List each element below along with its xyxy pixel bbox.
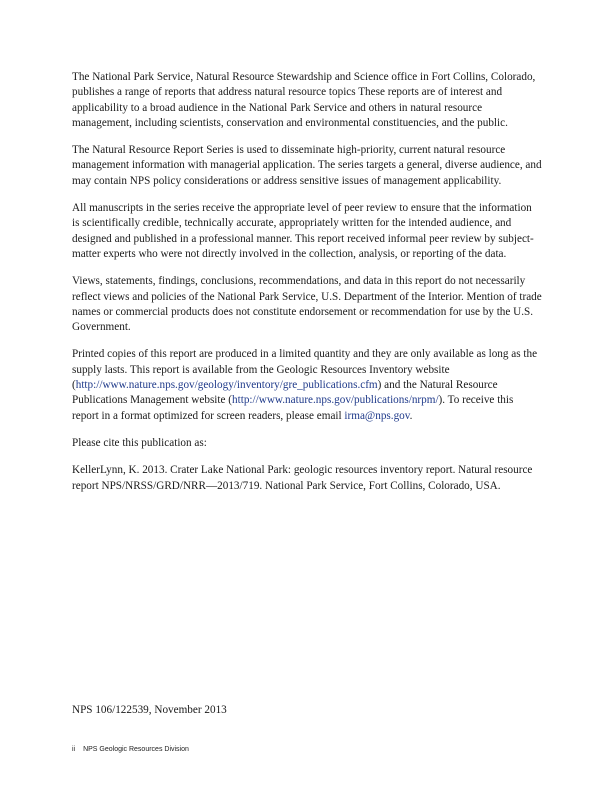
availability-text-1: Printed copies of this report are produced in a limited quantity and they are only available as long as the supply lasts. This report is available from the Geologic Resources Inventory website ( [72,348,538,392]
series-paragraph: The Natural Resource Report Series is used to disseminate high-priority, current natural resource management information with managerial application. The series targets a general, diverse audience, and may contain NPS policy considerations or address sensitive issues of management applicability. [72,144,542,187]
email-link[interactable]: irma@nps.gov [344,409,410,422]
availability-paragraph [72,347,542,423]
disclaimer-paragraph: Views, statements, findings, conclusions, recommendations, and data in this report do not necessarily reflect views and policies of the National Park Service, U.S. Department of the Interior. Mention of trade names or commercial products does not constitute endorsement or recommendation for use by the U.S. Government. [72,275,542,334]
publication-number: NPS 106/122539, November 2013 [72,704,227,716]
availability-text-2: ) and the Natural Resource Publications Management website ( [72,379,498,407]
availability-text-3: ). To receive this report in a format optimized for screen readers, please email [72,394,514,422]
report-front-matter [72,70,542,506]
citation-text: KellerLynn, K. 2013. Crater Lake National Park: geologic resources inventory report. Natural resource report NPS/NRSS/GRD/NRR—2013/719. National Park Service, Fort Collins, Colorado, USA. [72,464,533,492]
page-footer [72,745,189,755]
gri-website-link[interactable]: http://www.nature.nps.gov/geology/inventory/gre_publications.cfm [75,379,378,392]
page-number: ii [72,746,76,753]
nrpm-website-link[interactable]: http://www.nature.nps.gov/publications/nrpm/ [232,394,439,407]
availability-text-4: . [409,409,413,422]
peer-review-paragraph: All manuscripts in the series receive the appropriate level of peer review to ensure that the information is scientifically credible, technically accurate, appropriately written for the intended audience, and designed and published in a professional manner. This report received informal peer review by subject-matter experts who were not directly involved in the collection, analysis, or reporting of the data. [72,202,534,260]
intro-paragraph: The National Park Service, Natural Resource Stewardship and Science office in Fort Collins, Colorado, publishes a range of reports that address natural resource topics These reports are of interest and applicability to a broad audience in the National Park Service and others in natural resource management, including scientists, conservation and environmental constituencies, and the public. [72,71,536,129]
division-name: NPS Geologic Resources Division [83,746,189,753]
citation-heading: Please cite this publication as: [72,436,207,449]
